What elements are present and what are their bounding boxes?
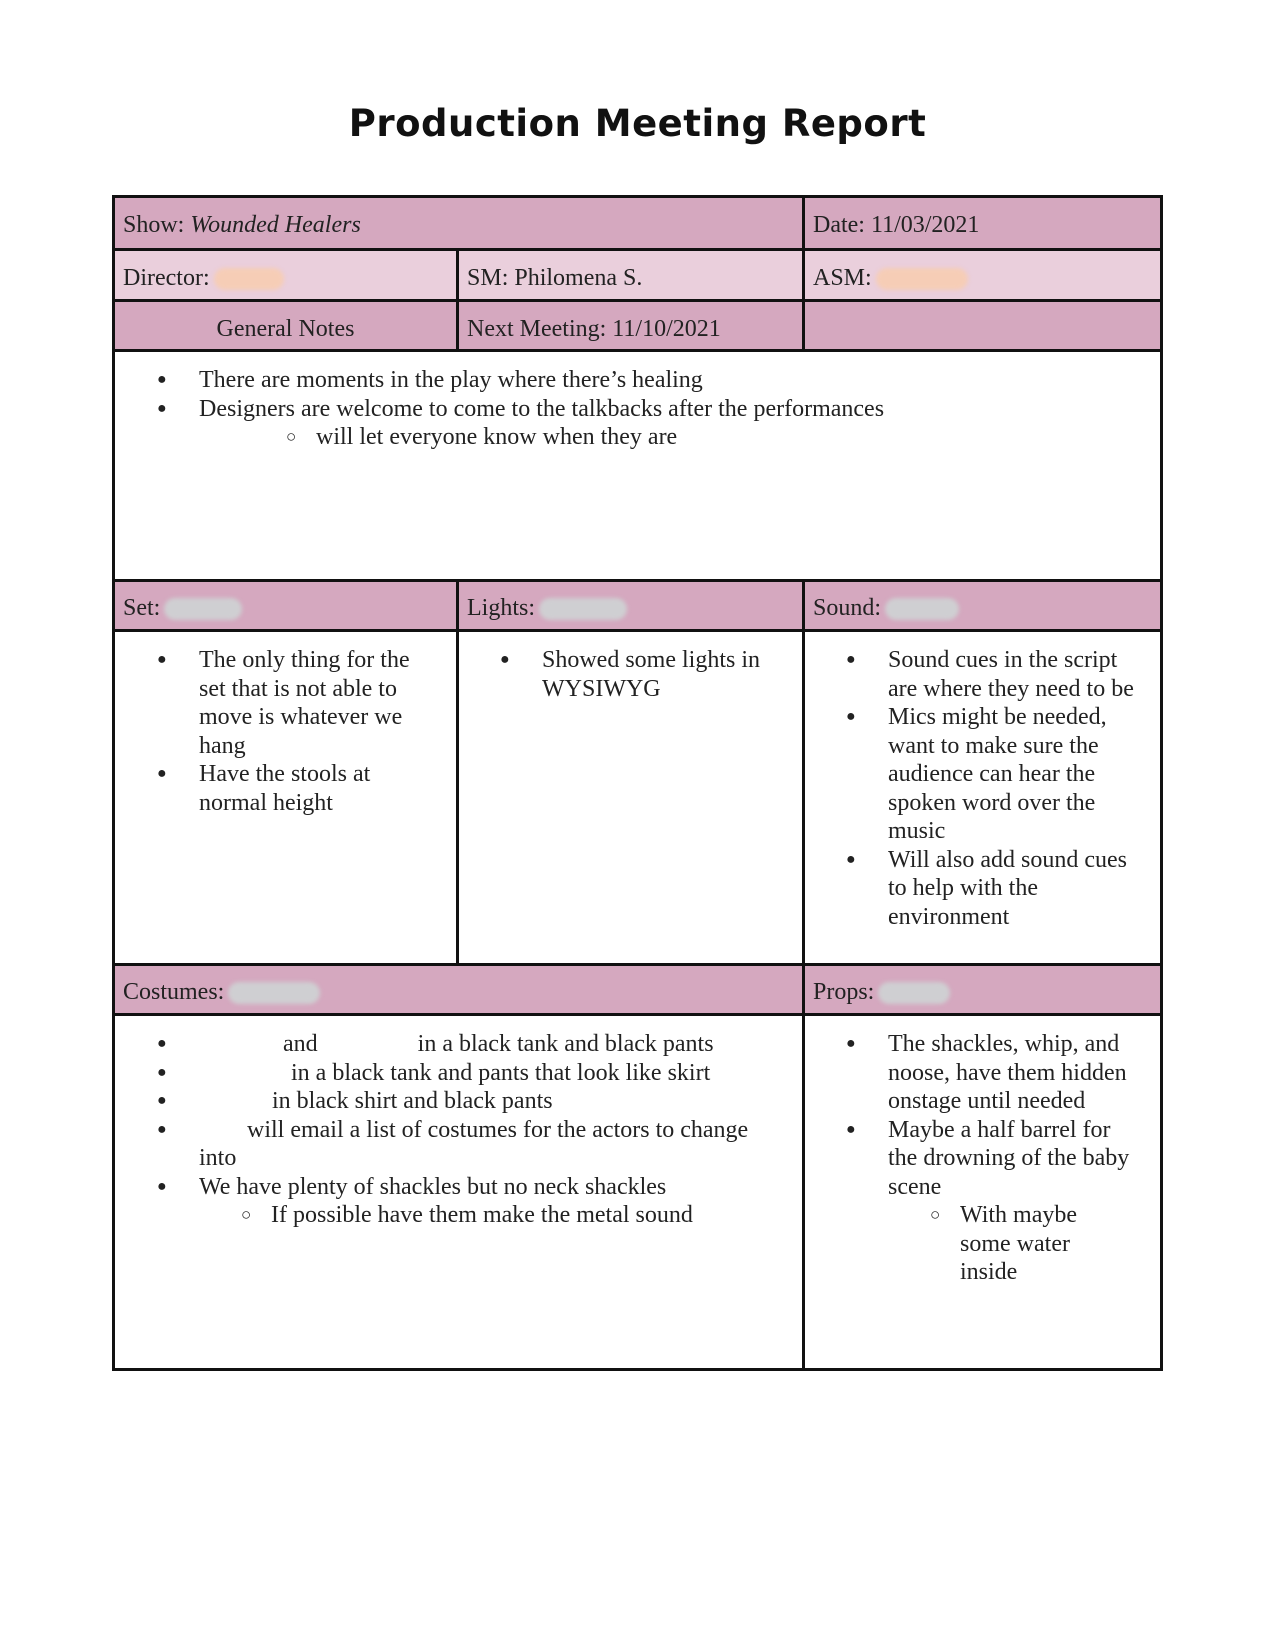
date-label: Date: 11/03/2021: [813, 212, 980, 238]
list-item: [199, 1087, 784, 1116]
next-meeting-cell: [459, 302, 1160, 349]
show-field: [123, 211, 361, 240]
list-item: ● We have plenty of shackles but no neck shackles: [199, 1173, 784, 1202]
report-table: [112, 195, 1163, 1371]
list-item: ● Sound cues in the script are where they need to be: [888, 646, 1140, 703]
list-item: ● There are moments in the play where there’s healing: [199, 366, 1139, 395]
grid-line: [115, 248, 1160, 251]
props-header: [805, 966, 1160, 1013]
redacted-name: [214, 268, 284, 290]
grid-line: [115, 349, 1160, 352]
list-item: ● Mics might be needed, want to make sure the audience can hear the spoken word over the music: [888, 703, 1140, 846]
list-item: ○ will let everyone know when they are: [316, 423, 1139, 452]
list-item: ● Will also add sound cues to help with the environment: [888, 846, 1140, 932]
costume-text: in black shirt and black pants: [272, 1088, 553, 1114]
show-name: Wounded Healers: [190, 212, 361, 238]
grid-line: [115, 299, 1160, 302]
director-label: Director:: [123, 265, 210, 291]
list-item: ● Showed some lights in WYSIWYG: [542, 646, 782, 703]
set-header: [115, 582, 456, 629]
grid-line: [115, 629, 1160, 632]
props-label: Props:: [813, 979, 875, 1005]
list-item: ● Designers are welcome to come to the talkbacks after the performances: [199, 395, 1139, 424]
grid-line: [115, 579, 1160, 582]
sound-notes-body: [805, 632, 1160, 963]
costume-text: in a black tank and pants that look like skirt: [291, 1059, 711, 1086]
grid-line: [115, 1013, 1160, 1016]
general-notes-header: [115, 302, 456, 349]
set-label: Set:: [123, 595, 161, 621]
sm-cell: [459, 251, 802, 299]
costume-text: will email a list of costumes for the actors to change into: [199, 1116, 749, 1171]
redacted-name: [878, 982, 950, 1004]
props-notes-body: [805, 1016, 1160, 1368]
list-item: ● Maybe a half barrel for the drowning of the baby scene: [888, 1116, 1143, 1202]
sound-header: [805, 582, 1160, 629]
redacted-name: [539, 598, 627, 620]
general-notes-label: General Notes: [216, 316, 355, 342]
lights-label: Lights:: [467, 595, 536, 621]
redacted-name: [885, 598, 959, 620]
list-item: ● The only thing for the set that is not able to move is whatever we hang: [199, 646, 434, 760]
set-notes-body: [115, 632, 456, 963]
general-notes-body: [115, 352, 1160, 579]
redacted-name: [164, 598, 242, 620]
costumes-notes-body: [115, 1016, 802, 1368]
list-item: ● Have the stools at normal height: [199, 760, 434, 817]
lights-notes-body: [459, 632, 802, 963]
lights-header: [459, 582, 802, 629]
costumes-label: Costumes:: [123, 979, 225, 1005]
list-item: [199, 1059, 784, 1088]
costume-text: in a black tank and black pants: [417, 1031, 714, 1057]
grid-line: [456, 579, 459, 966]
grid-line: [802, 579, 805, 1368]
asm-cell: [805, 251, 1160, 299]
grid-line: [802, 198, 805, 352]
list-item: ○ With maybe some water inside: [960, 1201, 1090, 1287]
show-cell: [115, 198, 802, 248]
list-item: [199, 1116, 784, 1173]
sound-label: Sound:: [813, 595, 882, 621]
redacted-name: [228, 982, 320, 1004]
list-item: ● The shackles, whip, and noose, have them hidden onstage until needed: [888, 1030, 1143, 1116]
asm-label: ASM:: [813, 265, 872, 291]
next-meeting-label: Next Meeting: 11/10/2021: [467, 316, 721, 342]
show-label: Show:: [123, 212, 185, 238]
sm-label: SM: Philomena S.: [467, 265, 643, 291]
list-item: ○ If possible have them make the metal sound: [271, 1201, 784, 1230]
date-cell: [805, 198, 1160, 248]
list-item: [199, 1030, 784, 1059]
page-title: Production Meeting Report: [348, 102, 927, 145]
grid-line: [115, 963, 1160, 966]
redacted-name: [876, 268, 968, 290]
costumes-header: [115, 966, 802, 1013]
director-cell: [115, 251, 456, 299]
costume-text: and: [283, 1031, 318, 1057]
grid-line: [456, 248, 459, 352]
